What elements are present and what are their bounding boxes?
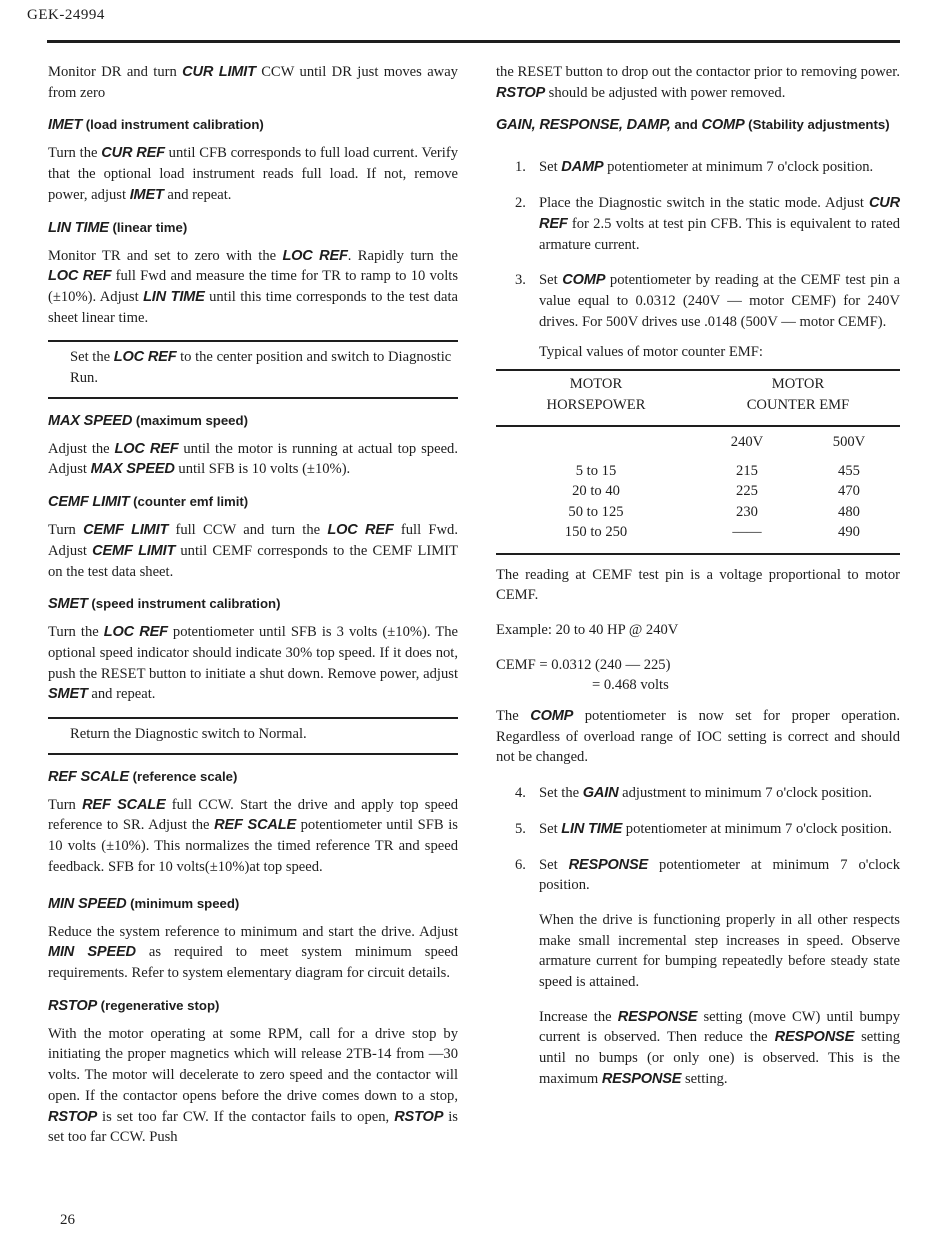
paragraph: Adjust the LOC REF until the motor is running at actual top speed. Adjust MAX SPEED until SFB is 10 volts (±10%). — [48, 440, 458, 478]
example-line: Example: 20 to 40 HP @ 240V — [496, 621, 679, 638]
paragraph: Monitor TR and set to zero with the LOC REF. Rapidly turn the LOC REF full Fwd and measure the time for TR to ramp to 10 volts (±10%). Adjust LIN TIME until this time corresponds to the test data sheet linear time. — [48, 247, 459, 326]
list-item: 1. Set DAMP potentiometer at minimum 7 o'clock position. — [515, 159, 874, 176]
paragraph: Turn the CUR REF until CFB corresponds to full load current. Verify that the optional load instrument reads full load. If not, remove power, adjust IMET and repeat. — [48, 145, 459, 203]
table-header: MOTOR — [569, 376, 623, 393]
section-heading-lin-time: LIN TIME (linear time) — [48, 219, 188, 236]
header-rule — [47, 40, 900, 43]
paragraph: When the drive is functioning properly in all other respects make small incremental step increases in speed. Observe armature current for bumping repeatedly before steady state speed is attained. — [539, 911, 900, 991]
section-heading-ref-scale: REF SCALE (reference scale) — [48, 768, 238, 785]
section-heading-rstop: RSTOP (regenerative stop) — [48, 997, 220, 1014]
paragraph: Turn REF SCALE full CCW. Start the drive and apply top speed reference to SR. Adjust the REF SCALE potentiometer until SFB is 10 volts (±10%). This normalizes the timed reference TR and speed feedback. SFB for 10 volts(±10%)at top speed. — [48, 796, 458, 875]
note-box — [48, 717, 458, 755]
section-heading-min-speed: MIN SPEED (minimum speed) — [48, 895, 240, 912]
step-list — [496, 783, 900, 896]
note-box — [48, 340, 458, 398]
paragraph: the RESET button to drop out the contactor prior to removing power. RSTOP should be adjusted with power removed. — [496, 64, 900, 101]
paragraph: The COMP potentiometer is now set for proper operation. Regardless of overload range of IOC setting is correct and should not be changed. — [496, 708, 900, 766]
section-heading-cemf-limit: CEMF LIMIT (counter emf limit) — [48, 494, 249, 511]
table-header: HORSEPOWER — [546, 396, 646, 413]
table-row: 5 to 15 215 455 — [575, 462, 860, 479]
list-item: 3. Set COMP potentiometer by reading at the CEMF test pin a value equal to 0.0312 (240V — motor CEMF) for 240V drives. For 500V drives use .0148 (500V — motor CEMF). — [515, 272, 900, 330]
section-heading-smet: SMET (speed instrument calibration) — [48, 596, 281, 613]
list-item: 2. Place the Diagnostic switch in the static mode. Adjust CUR REF for 2.5 volts at test pin CFB. This is equivalent to rated armature current. — [515, 195, 900, 253]
document-id: GEK-24994 — [27, 7, 105, 23]
note-text: Return the Diagnostic switch to Normal. — [70, 726, 307, 743]
table-row: 150 to 250 —— 490 — [496, 522, 900, 554]
cemf-table — [496, 369, 900, 555]
paragraph: Turn CEMF LIMIT full CCW and turn the LOC REF full Fwd. Adjust CEMF LIMIT until CEMF corresponds to the CEMF LIMIT on the test data sheet. — [48, 522, 458, 580]
step-list — [496, 157, 900, 332]
paragraph: Reduce the system reference to minimum and start the drive. Adjust MIN SPEED as required to meet system minimum speed requirements. Refer to system elementary diagram for circuit details. — [48, 923, 458, 981]
table-header: 500V — [832, 434, 866, 451]
table-header: COUNTER EMF — [746, 396, 850, 413]
left-column — [48, 62, 458, 1148]
example-line: = 0.468 volts — [592, 677, 669, 694]
paragraph: Turn the LOC REF potentiometer until SFB is 3 volts (±10%). The optional speed indicator should indicate 30% top speed. If it does not, push the RESET button to initiate a shut down. Remove power, adjust SMET and repeat. — [48, 624, 459, 703]
note-text: Set the LOC REF to the center position and switch to Diagnostic Run. — [70, 349, 452, 387]
section-heading-imet: IMET (load instrument calibration) — [48, 117, 264, 134]
list-item: 6. Set RESPONSE potentiometer at minimum 7 o'clock position. — [515, 856, 900, 894]
paragraph: Typical values of motor counter EMF: — [539, 344, 763, 361]
paragraph: Increase the RESPONSE setting (move CW) until bumpy current is observed. Then reduce the RESPONSE setting until no bumps (or only one) is observed. This is the maximum RESPONSE setting. — [539, 1008, 900, 1087]
section-heading-stability: GAIN, RESPONSE, DAMP, and COMP (Stability adjustments) — [496, 117, 890, 134]
paragraph: Monitor DR and turn CUR LIMIT CCW until DR just moves away from zero — [48, 64, 458, 101]
section-heading-max-speed: MAX SPEED (maximum speed) — [48, 412, 248, 429]
table-header: 240V — [730, 434, 764, 451]
example-line: CEMF = 0.0312 (240 — 225) — [496, 656, 671, 673]
right-column — [496, 62, 900, 1090]
table-header: MOTOR — [771, 376, 825, 393]
paragraph: The reading at CEMF test pin is a voltage proportional to motor CEMF. — [496, 566, 900, 604]
list-item: 4. Set the GAIN adjustment to minimum 7 o'clock position. — [515, 785, 873, 802]
paragraph: With the motor operating at some RPM, call for a drive stop by initiating the proper magnetics which will release 2TB-14 from —30 volts. The motor will decelerate to zero speed and the contactor will open. If the contactor opens before the drive comes down to a stop, RSTOP is set too far CW. If the contactor fails to open, RSTOP is set too far CCW. Push — [48, 1025, 458, 1146]
table-row: 50 to 125 230 480 — [568, 503, 860, 520]
list-item: 5. Set LIN TIME potentiometer at minimum 7 o'clock position. — [515, 820, 892, 837]
table-row: 20 to 40 225 470 — [572, 483, 860, 500]
page-number: 26 — [60, 1212, 75, 1228]
